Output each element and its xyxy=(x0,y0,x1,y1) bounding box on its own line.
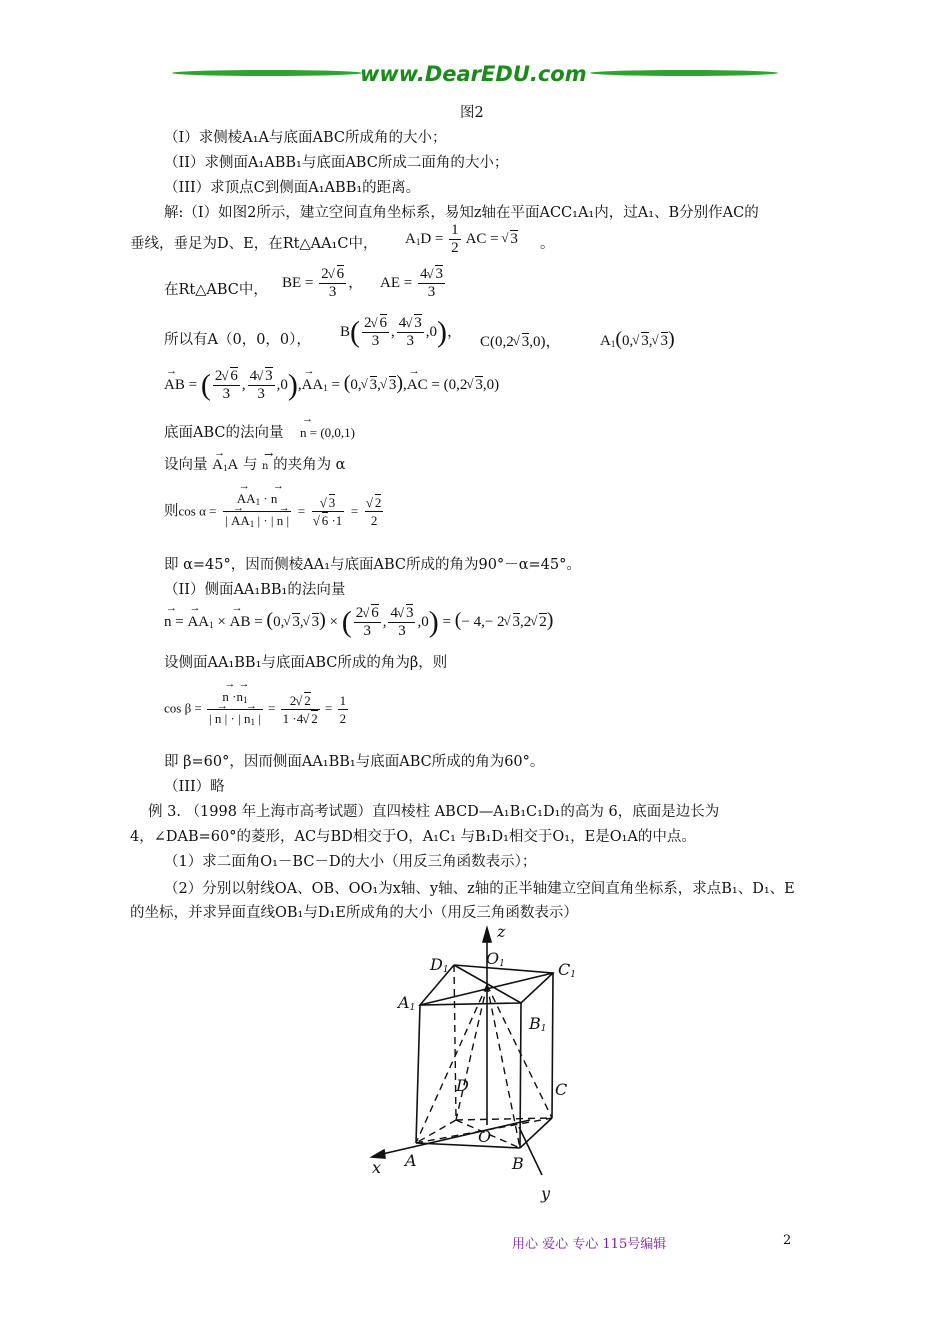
solution-intro-line-1: 解:（I）如图2所示，建立空间直角坐标系，易知z轴在平面ACC₁A₁内，过A₁、B分别作AC的 xyxy=(164,205,759,221)
label-b1: $B_1$ xyxy=(529,1014,547,1034)
rt-abc-label: 在Rt△ABC中， xyxy=(164,282,268,298)
coord-b: B( $\frac{2√ 6}{3}$ , $\frac{4√ 3}{3}$ ,0)， xyxy=(340,315,462,350)
normal-abc-label: 底面ABC的法向量 xyxy=(164,425,284,441)
label-o1: $O_1$ xyxy=(486,949,505,969)
n1-cross-product: → n = → $AA_1$ × → AB = (0,√ 3,√ 3) × ( $\frac{2√ 6}{3}$ , $\frac{4√ 3}{3}$ ,0) = (− 4,− 2√ 3,2√ 2) xyxy=(164,605,553,640)
question-1: （I）求侧棱A₁A与底面ABC所成角的大小； xyxy=(164,130,447,146)
alpha-result: 即 α=45°，因而侧棱AA₁与底面ABC所成的角为90°－α=45°。 xyxy=(164,557,581,573)
question-2: （II）求侧面A₁ABB₁与底面ABC所成二面角的大小； xyxy=(164,155,509,171)
solution-intro-line-2: 垂线，垂足为D、E，在Rt△AA₁C中， xyxy=(130,236,378,252)
normal-abc-value: → n = (0,0,1) xyxy=(300,425,355,441)
label-c: C xyxy=(555,1080,568,1099)
label-x: x xyxy=(372,1158,382,1177)
part-3: （III）略 xyxy=(164,779,225,795)
angle-alpha-intro: 设向量 → $A_1A$ 与 → n 的夹角为 α xyxy=(164,455,345,478)
header-decoration-right xyxy=(590,70,778,76)
label-a: A xyxy=(405,1151,417,1170)
example-3-line-2: 4，∠DAB=60°的菱形，AC与BD相交于O，A₁C₁ 与B₁D₁相交于O₁，E是O₁A的中点。 xyxy=(130,829,696,845)
formula-be: BE = $\frac{2√ 6}{3}$ ， xyxy=(282,266,363,301)
example-3-line-1: 例 3. （1998 年上海市高考试题）直四棱柱 ABCD—A₁B₁C₁D₁的高为 6，底面是边长为 xyxy=(148,804,720,820)
header-site-name[interactable]: www.DearEDU.com xyxy=(360,62,587,86)
label-b: B xyxy=(512,1154,524,1173)
vectors-line: → AB = ( $\frac{2√ 6}{3}$ , $\frac{4√ 3}{3}$ $,0),\to AA_1 = (0,√$ 3,√ 3),→ AC = (0,2√ 3,0) xyxy=(164,368,499,403)
label-c1: $C_1$ xyxy=(558,960,576,980)
example-3-q2-line-1: （2）分别以射线OA、OB、OO₁为x轴、y轴、z轴的正半轴建立空间直角坐标系，求点B₁、D₁、E xyxy=(164,881,795,897)
label-z: z xyxy=(497,922,506,941)
coord-c: C(0,2√ 3,0)， xyxy=(480,330,561,351)
label-y: y xyxy=(541,1184,551,1203)
label-d: D xyxy=(456,1076,469,1095)
coords-prefix: 所以有A（0，0，0）， xyxy=(164,332,311,348)
label-o: O xyxy=(478,1127,492,1146)
beta-intro: 设侧面AA₁BB₁与底面ABC所成的角为β，则 xyxy=(164,655,448,671)
question-3: （III）求顶点C到侧面A₁ABB₁的距离。 xyxy=(164,180,421,196)
example-3-q1: （1）求二面角O₁－BC－D的大小（用反三角函数表示）； xyxy=(164,854,537,870)
cos-beta: cos β = → $\frac{n \cdot\to n_1}{| \to n | \cdot | \to n_1 |}$ = $\frac{2√ 2}{1 \cdot 4√ 2}$ = $\frac{1}{2}$ xyxy=(164,688,350,731)
example-3-q2-line-2: 的坐标，并求异面直线OB₁与D₁E所成角的大小（用反三角函数表示） xyxy=(130,905,578,921)
formula-ae: AE = $\frac{4√ 3}{3}$ xyxy=(380,266,447,301)
solution-intro-line-2-end: 。 xyxy=(540,236,555,252)
formula-a1d: $A_1D$ = $\frac{1}{2}$ AC = √ 3 xyxy=(405,222,518,257)
label-a1: $A_1$ xyxy=(398,993,416,1013)
figure-caption: 图2 xyxy=(460,105,484,121)
page-number: 2 xyxy=(783,1233,792,1248)
part-2-title: （II）侧面AA₁BB₁的法向量 xyxy=(164,582,346,598)
header-decoration-left xyxy=(172,70,362,76)
beta-result: 即 β=60°，因而侧面AA₁BB₁与底面ABC所成的角为60°。 xyxy=(164,754,545,770)
coord-a1: $A_1(0,√$ 3,√ 3) xyxy=(600,328,675,351)
label-d1: $D_1$ xyxy=(430,955,449,975)
footer-text: 用心 爱心 专心 115号编辑 xyxy=(512,1237,667,1252)
cos-alpha: 则cos α = → $\frac{AA_1 \cdot \to n}{| \to AA_1 | \cdot | \to n |}$ = √ 3 √ 6 ·1 = √ $\frac{2}{2}$ xyxy=(164,490,385,533)
